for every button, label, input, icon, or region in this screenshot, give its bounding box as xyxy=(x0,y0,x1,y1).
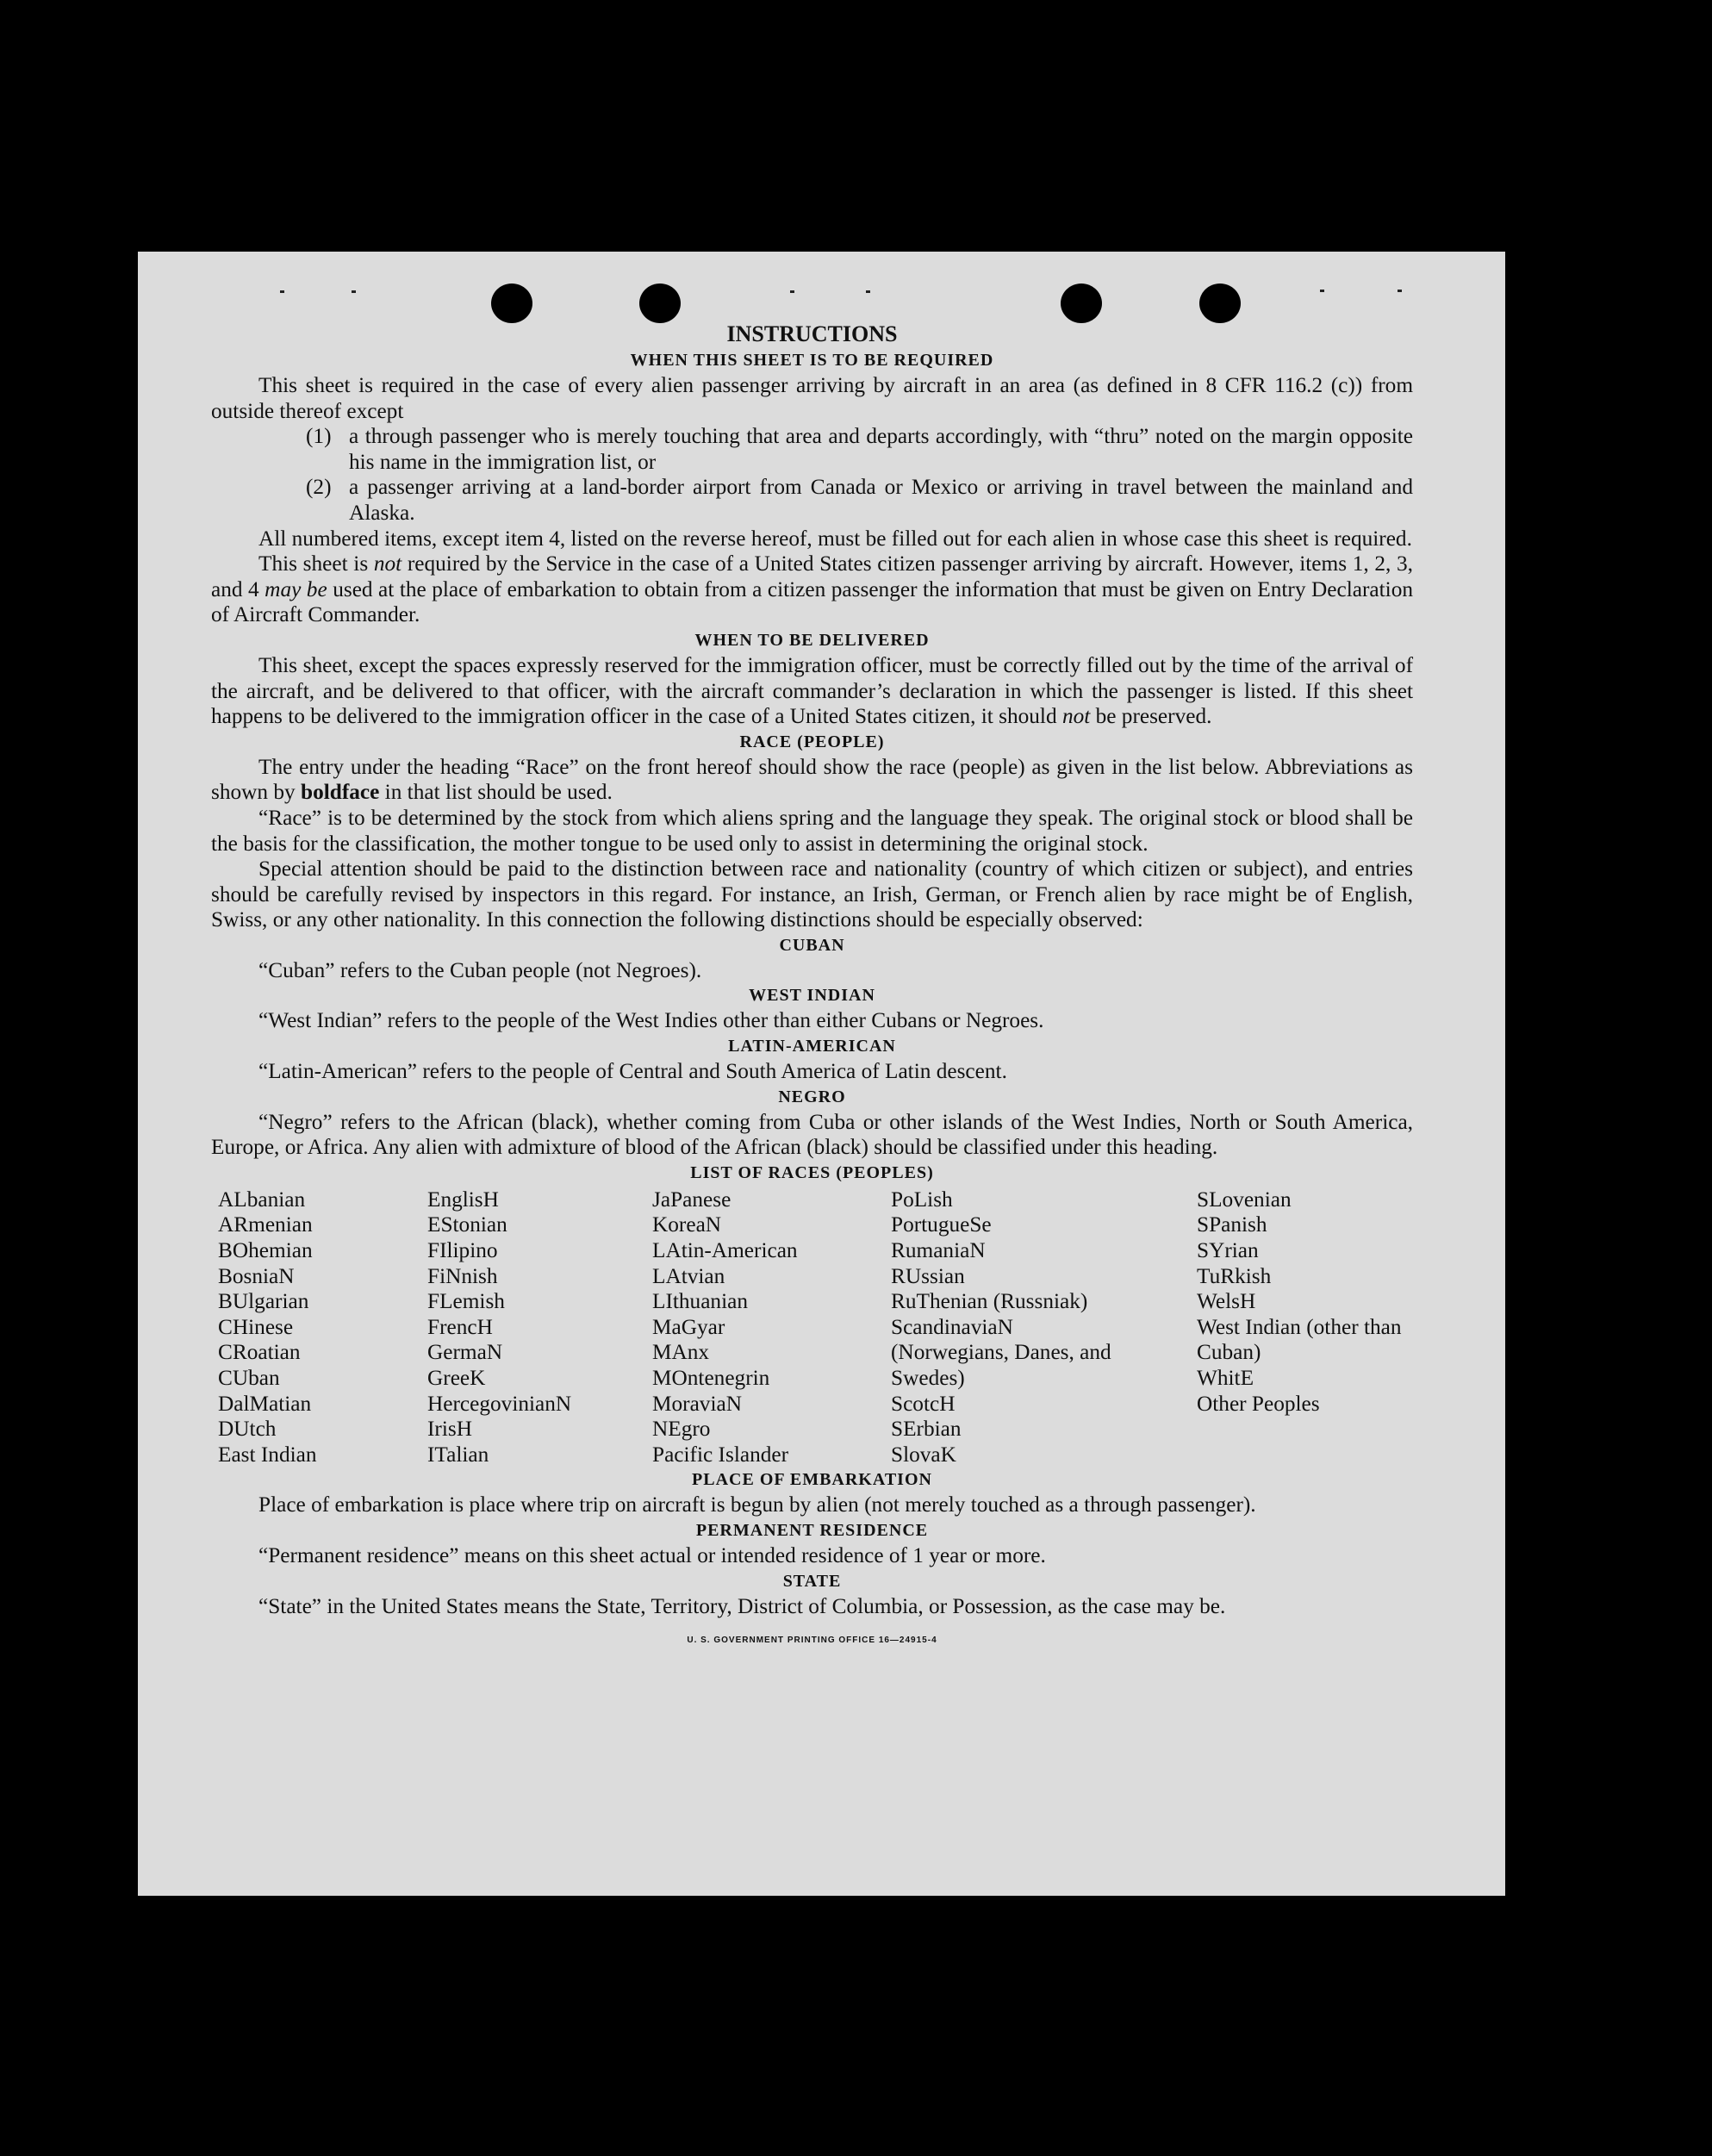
section-heading: PERMANENT RESIDENCE xyxy=(695,1520,929,1540)
race-item: ScotcH xyxy=(891,1391,956,1416)
race-item: East Indian xyxy=(218,1442,317,1467)
race-list xyxy=(218,1187,1413,1468)
paragraph: The entry under the heading “Race” on the front hereof should show the race (people) as given in the list below. Abbreviations as shown by boldface in that list should be used. xyxy=(211,754,1413,805)
race-item: DUtch xyxy=(218,1417,277,1442)
speck xyxy=(1398,290,1402,292)
race-item: SPanish xyxy=(1197,1212,1267,1237)
paragraph: This sheet is required in the case of every alien passenger arriving by aircraft in an area (as defined in 8 CFR 116.2 (c)) from outside thereof except xyxy=(211,373,1413,423)
race-column xyxy=(218,1187,427,1468)
paragraph: “Negro” refers to the African (black), whether coming from Cuba or other islands of the West Indies, North or South America, Europe, or Africa. Any alien with admixture of blood of the African (black) should be classified under this heading. xyxy=(211,1109,1413,1160)
race-column xyxy=(652,1187,891,1468)
printer-imprint: U. S. GOVERNMENT PRINTING OFFICE 16—24915-4 xyxy=(687,1636,937,1646)
instructions-body xyxy=(211,321,1413,1654)
race-item: PoLish xyxy=(891,1187,953,1212)
paragraph: “Cuban” refers to the Cuban people (not Negroes). xyxy=(258,957,702,982)
race-item: GermaN xyxy=(427,1340,503,1365)
paragraph: This sheet, except the spaces expressly reserved for the immigration officer, must be correctly filled out by the time of the arrival of the aircraft, and be delivered to that officer, with the aircraft commander’s declaration in which the passenger is listed. If this sheet happens to be delivered to the immigration officer in the case of a United States citizen, it should not be preserved. xyxy=(211,652,1413,729)
section-heading: NEGRO xyxy=(778,1087,846,1106)
section-heading: WEST INDIAN xyxy=(749,986,875,1006)
speck xyxy=(1320,290,1324,292)
race-item: LIthuanian xyxy=(652,1289,748,1314)
section-heading: STATE xyxy=(782,1571,842,1591)
race-column xyxy=(1197,1187,1412,1468)
race-item: ALbanian xyxy=(218,1187,306,1212)
race-item: SLovenian xyxy=(1197,1187,1292,1212)
paragraph: All numbered items, except item 4, listed on the reverse hereof, must be filled out for each alien in whose case this sheet is required. xyxy=(258,526,1412,551)
section-heading: PLACE OF EMBARKATION xyxy=(692,1470,932,1490)
section-heading: WHEN THIS SHEET IS TO BE REQUIRED xyxy=(630,351,994,370)
race-item: LAtin-American xyxy=(652,1238,798,1263)
speck xyxy=(866,290,870,293)
race-item: KoreaN xyxy=(652,1212,722,1237)
race-column xyxy=(891,1187,1197,1468)
race-item: FrencH xyxy=(427,1314,493,1339)
race-item: MAnx xyxy=(652,1340,710,1365)
paragraph: “West Indian” refers to the people of the West Indies other than either Cubans or Negroes. xyxy=(258,1008,1044,1033)
race-item: BosniaN xyxy=(218,1263,295,1288)
race-item: CHinese xyxy=(218,1314,294,1339)
paragraph: “Permanent residence” means on this sheet actual or intended residence of 1 year or more. xyxy=(258,1542,1046,1567)
race-item: SlovaK xyxy=(891,1442,956,1467)
punch-hole xyxy=(1199,284,1241,323)
race-item: RumaniaN xyxy=(891,1238,986,1263)
race-item: RUssian xyxy=(891,1263,965,1288)
race-item: CUban xyxy=(218,1366,280,1390)
item-number: (1) xyxy=(306,424,332,449)
race-item: BUlgarian xyxy=(218,1289,309,1314)
race-item: SErbian xyxy=(891,1417,962,1442)
punch-hole xyxy=(491,284,532,323)
race-item: PortugueSe xyxy=(891,1212,992,1237)
race-item: ScandinaviaN (Norwegians, Danes, and Swedes) xyxy=(891,1314,1111,1390)
race-item: EStonian xyxy=(427,1212,507,1237)
list-item xyxy=(306,475,1413,526)
document-sheet xyxy=(138,252,1505,1896)
item-text: a through passenger who is merely touching that area and departs accordingly, with “thru” noted on the margin opposite his name in the immigration list, or xyxy=(349,424,1413,474)
item-text: a passenger arriving at a land-border airport from Canada or Mexico or arriving in travel between the mainland and Alaska. xyxy=(349,475,1413,525)
race-item: ARmenian xyxy=(218,1212,313,1237)
race-item: MoraviaN xyxy=(652,1391,742,1416)
race-item: NEgro xyxy=(652,1417,711,1442)
race-item: WhitE xyxy=(1197,1366,1254,1390)
race-item: JaPanese xyxy=(652,1187,731,1212)
race-item: FiNnish xyxy=(427,1263,498,1288)
speck xyxy=(352,290,356,293)
paragraph: “Latin-American” refers to the people of Central and South America of Latin descent. xyxy=(258,1059,1007,1084)
paragraph: This sheet is not required by the Service in the case of a United States citizen passenger arriving by aircraft. However, items 1, 2, 3, and 4 may be used at the place of embarkation to obtain from a citizen passenger the information that must be given on Entry Declaration of Aircraft Commander. xyxy=(211,551,1414,627)
page-title: INSTRUCTIONS xyxy=(726,321,898,346)
race-item: FLemish xyxy=(427,1289,505,1314)
paragraph: Special attention should be paid to the distinction between race and nationality (country of which citizen or subject), and entries should be carefully revised by inspectors in this regard. For instance, an Irish, German, or French alien by race might be of English, Swiss, or any other nationality. In this connection the following distinctions should be especially observed: xyxy=(211,857,1413,932)
paragraph: Place of embarkation is place where trip on aircraft is begun by alien (not merely touched as a through passenger). xyxy=(258,1492,1256,1517)
speck xyxy=(280,290,284,293)
race-item: MOntenegrin xyxy=(652,1366,770,1390)
punch-hole xyxy=(1061,284,1102,323)
race-item: RuThenian (Russniak) xyxy=(891,1289,1088,1314)
race-item: CRoatian xyxy=(218,1340,301,1365)
section-heading: LATIN-AMERICAN xyxy=(728,1037,896,1056)
race-item: FIlipino xyxy=(427,1238,498,1263)
race-item: BOhemian xyxy=(218,1238,313,1263)
race-item: Other Peoples xyxy=(1197,1391,1320,1416)
paragraph: “State” in the United States means the State, Territory, District of Columbia, or Possession, as the case may be. xyxy=(258,1593,1226,1618)
section-heading: CUBAN xyxy=(779,935,845,955)
section-heading: WHEN TO BE DELIVERED xyxy=(694,630,930,650)
race-item: TuRkish xyxy=(1197,1263,1272,1288)
race-item: IrisH xyxy=(427,1417,472,1442)
race-item: WelsH xyxy=(1197,1289,1256,1314)
speck xyxy=(790,290,794,293)
race-column xyxy=(427,1187,652,1468)
item-number: (2) xyxy=(306,475,332,500)
race-item: HercegovinianN xyxy=(427,1391,572,1416)
race-item: MaGyar xyxy=(652,1314,725,1339)
race-item: EnglisH xyxy=(427,1187,499,1212)
race-item: GreeK xyxy=(427,1366,486,1390)
race-item: DalMatian xyxy=(218,1391,312,1416)
section-heading: LIST OF RACES (PEOPLES) xyxy=(690,1162,934,1182)
race-item: West Indian (other than Cuban) xyxy=(1197,1314,1402,1365)
punch-hole xyxy=(639,284,681,323)
race-item: SYrian xyxy=(1197,1238,1259,1263)
paragraph: “Race” is to be determined by the stock from which aliens spring and the language they speak. The original stock or blood shall be the basis for the classification, the mother tongue to be used only to assist in determining the original stock. xyxy=(211,805,1413,856)
race-item: ITalian xyxy=(427,1442,489,1467)
section-heading: RACE (PEOPLE) xyxy=(739,732,885,751)
race-item: LAtvian xyxy=(652,1263,725,1288)
race-item: Pacific Islander xyxy=(652,1442,789,1467)
list-item xyxy=(306,424,1413,475)
